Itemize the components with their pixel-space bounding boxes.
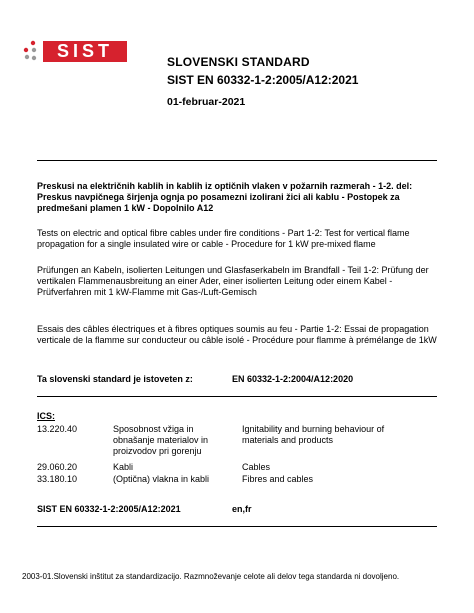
title-slovenian: Preskusi na električnih kablih in kablih iz optičnih vlaken v požarnih razmerah - 1-2. del: Preskus navpičnega širjenja ognja po posamezni izolirani žici ali kablu - Postopek za predmešani plamen 1 kW - Dopolnilo A12 [37,181,413,213]
standard-code: SIST EN 60332-1-2:2005/A12:2021 [167,73,359,87]
ics-code: 33.180.10 [37,474,78,484]
ics-description-en: Ignitability and burning behaviour of materials and products [242,424,385,445]
dots-icon [22,40,42,64]
divider-middle [37,396,437,397]
standard-type: SLOVENSKI STANDARD [167,55,310,69]
ics-description-sl: Sposobnost vžiga in obnašanje materialov in proizvodov pri gorenju [113,424,209,456]
ics-code: 29.060.20 [37,462,78,472]
identical-value: EN 60332-1-2:2004/A12:2020 [232,374,354,384]
ics-code: 13.220.40 [37,424,78,434]
identical-label: Ta slovenski standard je istoveten z: [37,374,193,384]
publication-date: 01-februar-2021 [167,96,246,108]
copyright-footer: 2003-01.Slovenski inštitut za standardizacijo. Razmnoževanje celote ali delov tega standarda ni dovoljeno. [22,572,400,581]
languages-code: SIST EN 60332-1-2:2005/A12:2021 [37,504,181,514]
ics-description-en: Cables [242,462,271,472]
logo-text: SIST [43,41,127,62]
divider-top [37,160,437,161]
title-german: Prüfungen an Kabeln, isolierten Leitungen und Glasfaserkabeln im Brandfall - Teil 1-2: Prüfung der vertikalen Flammenausbreitung an einer Ader, einer isolierten Leitung oder einem Kabel - Prüfverfahren mit 1 kW-Flamme mit Gas-/Luft-Gemisch [37,265,429,297]
title-french: Essais des câbles électriques et à fibres optiques soumis au feu - Partie 1-2: Essai de propagation verticale de la flamme sur conducteur ou câble isolé - Procédure pour flamme à prémélange de 1kW [37,324,437,345]
sist-logo [22,40,127,64]
languages-value: en,fr [232,504,252,514]
title-english: Tests on electric and optical fibre cables under fire conditions - Part 1-2: Test for vertical flame propagation for a single insulated wire or cable - Procedure for 1 kW pre-mixed flame [37,228,410,249]
divider-bottom [37,526,437,527]
ics-description-sl: (Optična) vlakna in kabli [113,474,210,484]
ics-description-sl: Kabli [113,462,134,472]
ics-description-en: Fibres and cables [242,474,314,484]
ics-title: ICS: [37,411,55,421]
